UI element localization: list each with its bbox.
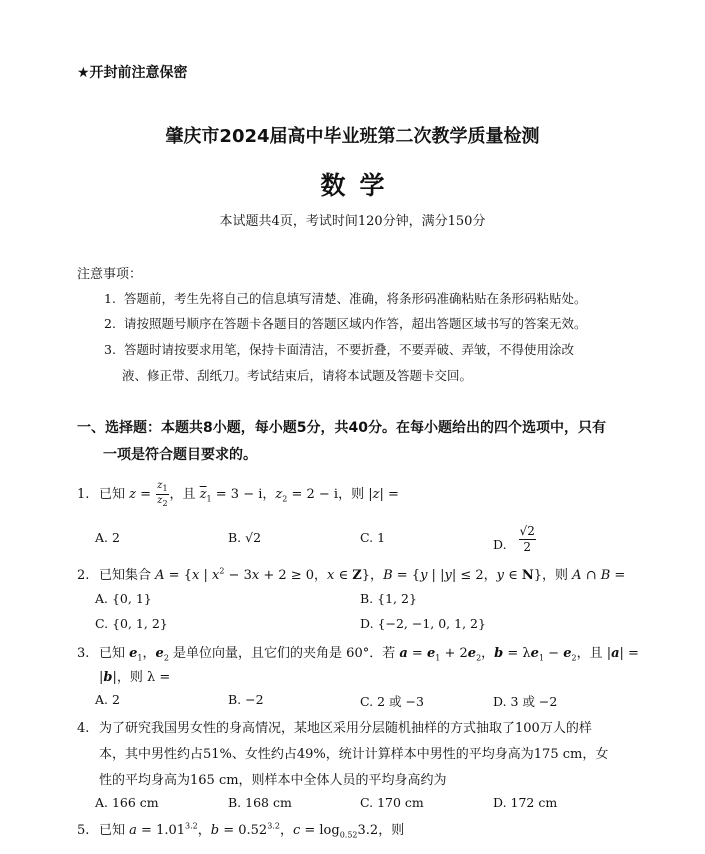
option-a: A. 166 cm bbox=[95, 795, 159, 810]
note-item: 1. 答题前，考生先将自己的信息填写清楚、准确，将条形码准确粘贴在条形码粘贴处。 bbox=[104, 291, 587, 306]
option-c: C. 2 或 −3 bbox=[360, 694, 424, 709]
option-b: B. {1, 2} bbox=[360, 591, 417, 606]
option-c: C. 1 bbox=[360, 530, 386, 545]
question-5: 5. 已知 $a = 1.01^{3.2}$，$b = 0.52^{3.2}$，$c = \log_{0.52}3.2$，则 bbox=[77, 821, 405, 840]
exam-title: 肇庆市2024届高中毕业班第二次教学质量检测 bbox=[165, 126, 540, 147]
option-b: B. 168 cm bbox=[228, 795, 292, 810]
option-a: A. {0, 1} bbox=[95, 591, 152, 606]
note-item: 3. 答题时请按要求用笔，保持卡面清洁，不要折叠，不要弄破、弄皱，不得使用涂改 液、修正带、刮纸刀。考试结束后，请将本试题及答题卡交回。 bbox=[104, 342, 575, 383]
question-4: 4. 为了研究我国男女性的身高情况，某地区采用分层随机抽样的方式抽取了100万人的样 bbox=[77, 721, 592, 736]
question-1: 1. 已知 z = $\frac{z_1}{z_2}$ ，且 $\overline{z}_1 = 3 - i$，$z_2 = 2 - i$，则 |z| = bbox=[77, 480, 399, 508]
option-d: D. {−2, −1, 0, 1, 2} bbox=[360, 616, 486, 631]
question-4-line2: 本，其中男性约占51%、女性约占49%，统计计算样本中男性的平均身高为175 cm，女 bbox=[99, 747, 609, 762]
section-heading: 一、选择题：本题共8小题，每小题5分，共40分。在每小题给出的四个选项中，只有 一项是符合题目要求的。 bbox=[77, 420, 606, 463]
option-c: C. {0, 1, 2} bbox=[95, 616, 168, 631]
question-3: 3. 已知 $e_1$，$e_2$ 是单位向量，且它们的夹角是 60°．若 $a = e_1 + 2e_2$，$b = \lambda e_1 - e_2$，且 |a| = bbox=[77, 646, 639, 663]
note-item: 2. 请按照题号顺序在答题卡各题目的答题区域内作答，超出答题区域书写的答案无效。 bbox=[104, 316, 587, 331]
notes-title: 注意事项： bbox=[77, 267, 143, 282]
option-b: B. −2 bbox=[228, 692, 264, 707]
option-d: D. 172 cm bbox=[493, 795, 558, 810]
option-d: D. $\frac{√2}{2}$ bbox=[493, 524, 535, 554]
subject-title: 数学 bbox=[320, 171, 399, 200]
option-c: C. 170 cm bbox=[360, 795, 424, 810]
option-b: B. √2 bbox=[228, 530, 262, 545]
question-3-cont: |b|，则 λ = bbox=[99, 670, 171, 685]
question-4-line3: 性的平均身高为165 cm，则样本中全体人员的平均身高约为 bbox=[99, 773, 447, 788]
option-a: A. 2 bbox=[95, 692, 120, 707]
option-a: A. 2 bbox=[95, 530, 120, 545]
option-d: D. 3 或 −2 bbox=[493, 694, 558, 709]
confidential-notice: ★开封前注意保密 bbox=[77, 65, 188, 81]
question-2: 2. 已知集合 A = {x | $x^2 - 3x + 2 \ge 0$，x ∈ Z}，B = {y | |y| ≤ 2，y ∈ N}，则 A ∩ B = bbox=[77, 566, 626, 583]
exam-info: 本试题共4页，考试时间120分钟，满分150分 bbox=[219, 214, 486, 229]
